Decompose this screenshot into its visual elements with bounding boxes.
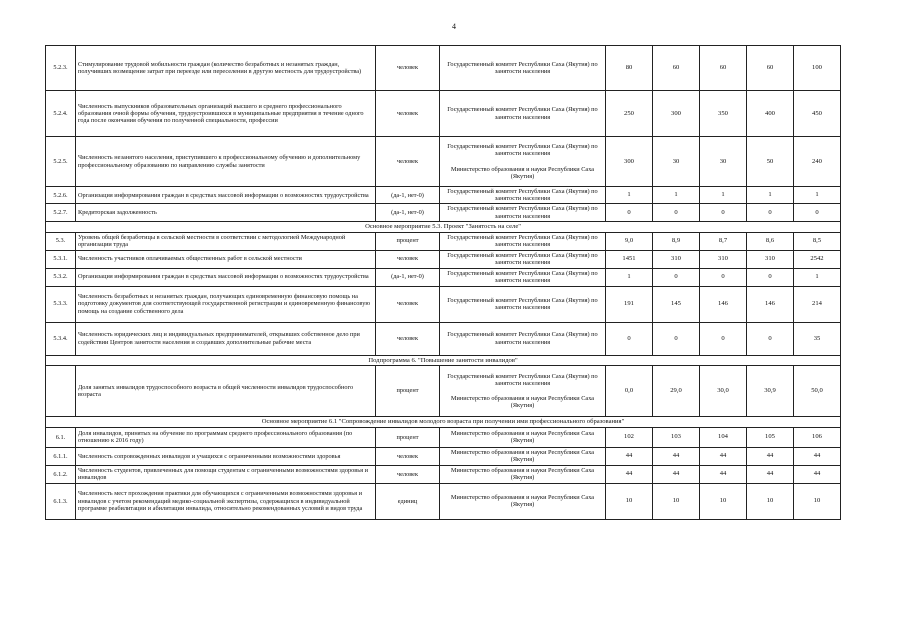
indicator-value: 0 (653, 268, 700, 286)
responsible-body-line: Министерство образования и науки Республики Саха (Якутия) (450, 395, 595, 410)
row-number: 6.1. (46, 427, 76, 447)
unit-of-measure: человек (376, 46, 440, 91)
indicator-value: 0 (606, 204, 653, 221)
indicator-value: 0 (747, 268, 794, 286)
indicator-value: 30 (700, 137, 747, 187)
row-number: 6.1.3. (46, 483, 76, 519)
responsible-body (440, 286, 606, 322)
indicator-value: 10 (606, 483, 653, 519)
responsible-body (440, 427, 606, 447)
indicator-value: 1451 (606, 250, 653, 268)
responsible-body (440, 250, 606, 268)
indicator-value: 1 (747, 187, 794, 204)
unit-of-measure: человек (376, 286, 440, 322)
responsible-body (440, 187, 606, 204)
unit-of-measure: человек (376, 465, 440, 483)
indicator-value: 0 (653, 204, 700, 221)
indicator-value: 1 (606, 187, 653, 204)
indicator-value: 1 (700, 187, 747, 204)
unit-of-measure: единиц (376, 483, 440, 519)
indicator-name: Численность мест прохождения практики для обучающихся с ограниченными возможностями здоровья и инвалидов с учетом рекомендаций медико-социальной экспертизы, содержащихся в индивидуальной программе реабилитации и абилитации инвалида, относительно рекомендованных условий и видов труда (76, 483, 376, 519)
table-row (46, 483, 841, 519)
indicator-value: 240 (794, 137, 841, 187)
indicator-value: 300 (653, 91, 700, 137)
row-number (46, 366, 76, 417)
responsible-body (440, 46, 606, 91)
indicator-value: 44 (794, 465, 841, 483)
table-row (46, 250, 841, 268)
responsible-body-line: Государственный комитет Республики Саха (Якутия) по занятости населения (447, 269, 598, 285)
indicators-table (45, 45, 841, 520)
unit-of-measure: человек (376, 91, 440, 137)
unit-of-measure: (да-1, нет-0) (376, 187, 440, 204)
indicator-value: 10 (653, 483, 700, 519)
row-number: 5.3. (46, 232, 76, 250)
indicator-name: Организация информирования граждан в средствах массовой информации о возможностях трудоустройства (76, 268, 376, 286)
responsible-body-line: Министерство образования и науки Республики Саха (Якутия) (450, 429, 595, 445)
indicator-value: 44 (653, 465, 700, 483)
indicator-value: 100 (794, 46, 841, 91)
page-number: 4 (452, 22, 456, 31)
indicator-value: 400 (747, 91, 794, 137)
unit-of-measure: человек (376, 322, 440, 355)
indicator-name: Численность сопровожденных инвалидов и учащихся с ограниченными возможностями здоровья (76, 447, 376, 465)
unit-of-measure: человек (376, 447, 440, 465)
unit-of-measure: (да-1, нет-0) (376, 268, 440, 286)
indicator-value: 10 (794, 483, 841, 519)
indicator-value: 0 (700, 268, 747, 286)
responsible-body-line: Государственный комитет Республики Саха (Якутия) по занятости населения (447, 143, 598, 158)
row-number: 5.3.3. (46, 286, 76, 322)
table-row (46, 268, 841, 286)
table-row (46, 366, 841, 417)
unit-of-measure: процент (376, 366, 440, 417)
indicator-value: 214 (794, 286, 841, 322)
responsible-body-line: Государственный комитет Республики Саха (Якутия) по занятости населения (447, 205, 598, 220)
indicator-value: 10 (700, 483, 747, 519)
indicator-value: 44 (747, 447, 794, 465)
indicator-value: 0 (700, 204, 747, 221)
row-number: 5.2.6. (46, 187, 76, 204)
indicator-value: 60 (653, 46, 700, 91)
row-number: 5.3.2. (46, 268, 76, 286)
indicator-value: 0 (794, 204, 841, 221)
responsible-body (440, 268, 606, 286)
responsible-body (440, 465, 606, 483)
indicator-name: Численность юридических лиц и индивидуальных предпринимателей, открывших собственное дело при содействии Центров занятости населения и создавших дополнительные рабочие места (76, 322, 376, 355)
indicator-name: Доля инвалидов, принятых на обучение по программам среднего профессионального образования (по отношению к 2016 году) (76, 427, 376, 447)
responsible-body (440, 483, 606, 519)
indicator-value: 50,0 (794, 366, 841, 417)
responsible-body (440, 232, 606, 250)
unit-of-measure: процент (376, 427, 440, 447)
responsible-body-line: Министерство образования и науки Республики Саха (Якутия) (450, 493, 595, 509)
indicator-value: 29,0 (653, 366, 700, 417)
row-number: 5.3.1. (46, 250, 76, 268)
indicator-value: 102 (606, 427, 653, 447)
indicator-value: 30,9 (747, 366, 794, 417)
unit-of-measure: человек (376, 137, 440, 187)
responsible-body-line: Государственный комитет Республики Саха (Якутия) по занятости населения (447, 296, 598, 312)
indicator-value: 146 (700, 286, 747, 322)
indicator-value: 146 (747, 286, 794, 322)
section-title: Подпрограмма 6. "Повышение занятости инвалидов" (46, 355, 841, 366)
responsible-body-line: Государственный комитет Республики Саха (Якутия) по занятости населения (447, 60, 598, 75)
table-row (46, 322, 841, 355)
indicator-name: Организация информирования граждан в средствах массовой информации о возможностях трудоустройства (76, 187, 376, 204)
responsible-body (440, 137, 606, 187)
indicator-value: 9,0 (606, 232, 653, 250)
indicator-value: 103 (653, 427, 700, 447)
row-number: 5.2.3. (46, 46, 76, 91)
indicator-value: 450 (794, 91, 841, 137)
indicator-value: 30 (653, 137, 700, 187)
section-title: Основное мероприятие 5.3. Проект "Занятость на селе" (46, 221, 841, 232)
indicator-name: Уровень общей безработицы в сельской местности в соответствии с методологией Международной организации труда (76, 232, 376, 250)
indicator-value: 30,0 (700, 366, 747, 417)
indicator-name: Стимулирование трудовой мобильности граждан (количество безработных и незанятых граждан, получивших возмещение затрат при переезде или переселении в другую местность для трудоустройства) (76, 46, 376, 91)
indicator-value: 350 (700, 91, 747, 137)
indicator-value: 1 (794, 268, 841, 286)
indicator-value: 44 (606, 447, 653, 465)
indicator-value: 145 (653, 286, 700, 322)
indicator-value: 2542 (794, 250, 841, 268)
indicator-name: Численность выпускников образовательных организаций высшего и среднего профессионального образования очной формы обучения, трудоустроившихся в муниципальные предприятия в течение одного года после окончания обучения по полученной специальности, профессии (76, 91, 376, 137)
indicator-value: 44 (747, 465, 794, 483)
table-row (46, 187, 841, 204)
table-row (46, 46, 841, 91)
indicator-value: 50 (747, 137, 794, 187)
row-number: 5.2.5. (46, 137, 76, 187)
indicator-value: 106 (794, 427, 841, 447)
responsible-body (440, 366, 606, 417)
indicator-value: 44 (606, 465, 653, 483)
responsible-body-line: Министерство образования и науки Республики Саха (Якутия) (450, 466, 595, 482)
indicator-name: Численность участников оплачиваемых общественных работ в сельской местности (76, 250, 376, 268)
indicator-value: 10 (747, 483, 794, 519)
indicator-value: 1 (794, 187, 841, 204)
table-row (46, 427, 841, 447)
indicator-value: 310 (653, 250, 700, 268)
responsible-body-line: Государственный комитет Республики Саха (Якутия) по занятости населения (447, 331, 598, 346)
indicator-value: 0 (700, 322, 747, 355)
indicator-value: 44 (700, 447, 747, 465)
table-row (46, 204, 841, 221)
responsible-body-line: Государственный комитет Республики Саха (Якутия) по занятости населения (447, 188, 598, 203)
responsible-body (440, 204, 606, 221)
table-row (46, 447, 841, 465)
indicator-value: 8,5 (794, 232, 841, 250)
responsible-body-line: Государственный комитет Республики Саха (Якутия) по занятости населения (447, 106, 598, 121)
unit-of-measure: (да-1, нет-0) (376, 204, 440, 221)
indicator-value: 8,6 (747, 232, 794, 250)
unit-of-measure: процент (376, 232, 440, 250)
table-row (46, 232, 841, 250)
row-number: 5.2.7. (46, 204, 76, 221)
row-number: 6.1.1. (46, 447, 76, 465)
indicator-value: 8,7 (700, 232, 747, 250)
indicator-value: 0,0 (606, 366, 653, 417)
indicator-value: 0 (606, 322, 653, 355)
section-row (46, 417, 841, 428)
responsible-body (440, 322, 606, 355)
indicator-value: 0 (747, 322, 794, 355)
indicator-value: 250 (606, 91, 653, 137)
table-row (46, 286, 841, 322)
row-number: 5.2.4. (46, 91, 76, 137)
section-row (46, 221, 841, 232)
indicator-value: 310 (700, 250, 747, 268)
indicator-value: 0 (747, 204, 794, 221)
indicator-value: 44 (794, 447, 841, 465)
indicator-name: Численность студентов, привлеченных для помощи студентам с ограниченными возможностями здоровья и инвалидов (76, 465, 376, 483)
indicator-value: 300 (606, 137, 653, 187)
indicator-value: 1 (606, 268, 653, 286)
indicator-value: 60 (700, 46, 747, 91)
indicator-value: 104 (700, 427, 747, 447)
indicator-name: Кредиторская задолженность (76, 204, 376, 221)
indicator-value: 44 (653, 447, 700, 465)
indicator-value: 8,9 (653, 232, 700, 250)
responsible-body-line: Министерство образования и науки Республики Саха (Якутия) (450, 165, 595, 180)
row-number: 6.1.2. (46, 465, 76, 483)
responsible-body-line: Министерство образования и науки Республики Саха (Якутия) (450, 448, 595, 464)
indicator-value: 310 (747, 250, 794, 268)
responsible-body (440, 91, 606, 137)
indicator-value: 105 (747, 427, 794, 447)
indicator-value: 35 (794, 322, 841, 355)
indicator-name: Доля занятых инвалидов трудоспособного возраста в общей численности инвалидов трудоспособного возраста (76, 366, 376, 417)
indicator-value: 44 (700, 465, 747, 483)
indicator-value: 80 (606, 46, 653, 91)
section-title: Основное мероприятие 6.1 "Сопровождение инвалидов молодого возраста при получении ими профессионального образования" (46, 417, 841, 428)
responsible-body-line: Государственный комитет Республики Саха (Якутия) по занятости населения (447, 251, 598, 267)
table-row (46, 137, 841, 187)
indicator-value: 191 (606, 286, 653, 322)
responsible-body-line: Государственный комитет Республики Саха (Якутия) по занятости населения (447, 372, 598, 387)
indicator-name: Численность безработных и незанятых граждан, получающих единовременную финансовую помощь на подготовку документов для соответствующей государственной регистрации и единовременную финансовую помощь на создание собственного дела (76, 286, 376, 322)
responsible-body (440, 447, 606, 465)
indicator-name: Численность незанятого населения, приступившего к профессиональному обучению и дополнительному профессиональному образованию по направлению службы занятости (76, 137, 376, 187)
table-row (46, 91, 841, 137)
unit-of-measure: человек (376, 250, 440, 268)
section-row (46, 355, 841, 366)
indicator-value: 60 (747, 46, 794, 91)
table-row (46, 465, 841, 483)
responsible-body-line: Государственный комитет Республики Саха (Якутия) по занятости населения (447, 233, 598, 249)
indicator-value: 1 (653, 187, 700, 204)
indicator-value: 0 (653, 322, 700, 355)
row-number: 5.3.4. (46, 322, 76, 355)
